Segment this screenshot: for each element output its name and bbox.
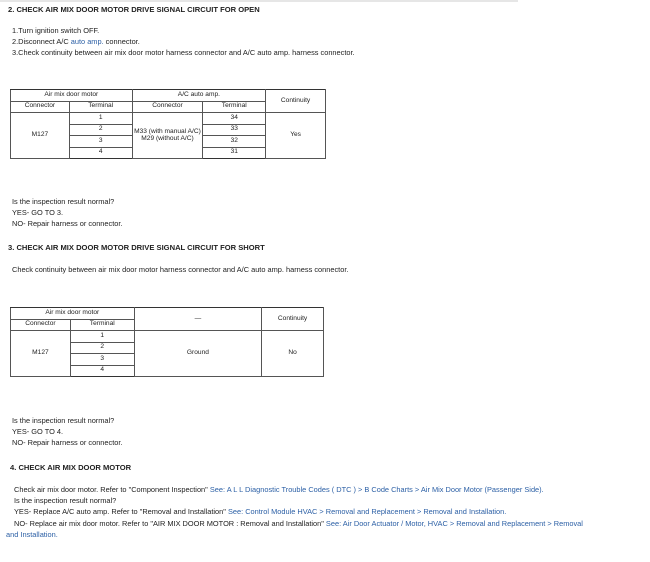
step4-question: Is the inspection result normal? [14,496,117,505]
continuity-result-cell: Yes [266,113,326,159]
terminal-cell: 33 [203,124,266,136]
step3-yes: YES- GO TO 4. [12,427,64,436]
step4-instruction: Check air mix door motor. Refer to "Component Inspection" See: A L L Diagnostic Trouble Codes ( DTC ) > B Code Charts > Air Mix Door Motor (Passenger Side). [14,485,544,494]
terminal-cell: 3 [70,354,134,366]
connector-m127-cell: M127 [11,113,70,159]
step2-instruction-2: 2.Disconnect A/C auto amp. connector. [12,37,140,46]
connector-m33-label: M33 (with manual A/C) [134,127,201,135]
terminal-cell: 4 [69,147,132,159]
terminal-cell: 4 [70,365,134,377]
connector-m127-cell: M127 [11,331,71,377]
terminal-cell: 2 [70,342,134,354]
terminal-cell: 2 [69,124,132,136]
step3-heading: 3. CHECK AIR MIX DOOR MOTOR DRIVE SIGNAL CIRCUIT FOR SHORT [8,243,265,252]
step3-question: Is the inspection result normal? [12,416,115,425]
step2-heading: 2. CHECK AIR MIX DOOR MOTOR DRIVE SIGNAL CIRCUIT FOR OPEN [8,5,260,14]
table-header-connector: Connector [11,319,71,331]
step2-continuity-table [10,89,326,159]
air-door-actuator-link-continued[interactable]: and Installation. [6,530,58,539]
table-header-terminal: Terminal [203,101,266,113]
step3-instruction: Check continuity between air mix door motor harness connector and A/C auto amp. harness connector. [12,265,349,274]
top-divider [0,0,518,2]
continuity-result-cell: No [262,331,324,377]
step4-heading: 4. CHECK AIR MIX DOOR MOTOR [10,463,132,472]
table-header-air-mix-door-motor: Air mix door motor [11,90,133,102]
terminal-cell: 1 [69,113,132,125]
air-door-actuator-link[interactable]: See: Air Door Actuator / Motor, HVAC > Removal and Replacement > Removal [325,519,583,528]
table-header-terminal: Terminal [70,319,134,331]
step2-instruction-3: 3.Check continuity between air mix door motor harness connector and A/C auto amp. harness connector. [12,48,355,57]
terminal-cell: 32 [203,136,266,148]
step3-no: NO- Repair harness or connector. [12,438,123,447]
step2-instruction-1: 1.Turn ignition switch OFF. [12,26,100,35]
step2-no: NO- Repair harness or connector. [12,219,123,228]
table-header-dash: — [134,308,261,331]
table-header-terminal: Terminal [69,101,132,113]
step3-continuity-table [10,307,324,377]
table-header-ac-auto-amp: A/C auto amp. [132,90,266,102]
connector-m29-label: M29 (without A/C) [141,134,194,142]
auto-amp-link[interactable]: auto amp. [70,37,104,46]
table-header-connector: Connector [132,101,203,113]
step4-yes: YES- Replace A/C auto amp. Refer to "Removal and Installation" See: Control Module HVAC > Removal and Replacement > Removal and Installation. [14,507,507,516]
connector-ac-amp-cell [132,113,203,159]
component-inspection-link[interactable]: See: A L L Diagnostic Trouble Codes ( DTC ) > B Code Charts > Air Mix Door Motor (Passenger Side). [209,485,544,494]
step2-question: Is the inspection result normal? [12,197,115,206]
terminal-cell: 3 [69,136,132,148]
step2-yes: YES- GO TO 3. [12,208,64,217]
table-header-continuity: Continuity [262,308,324,331]
step4-no: NO- Replace air mix door motor. Refer to "AIR MIX DOOR MOTOR : Removal and Installation" See: Air Door Actuator / Motor, HVAC > Removal and Replacement > Removal [14,519,583,528]
ground-cell: Ground [134,331,261,377]
terminal-cell: 34 [203,113,266,125]
table-header-connector: Connector [11,101,70,113]
terminal-cell: 1 [70,331,134,343]
terminal-cell: 31 [203,147,266,159]
control-module-hvac-link[interactable]: See: Control Module HVAC > Removal and Replacement > Removal and Installation. [227,507,507,516]
table-header-air-mix-door-motor: Air mix door motor [11,308,135,320]
table-header-continuity: Continuity [266,90,326,113]
